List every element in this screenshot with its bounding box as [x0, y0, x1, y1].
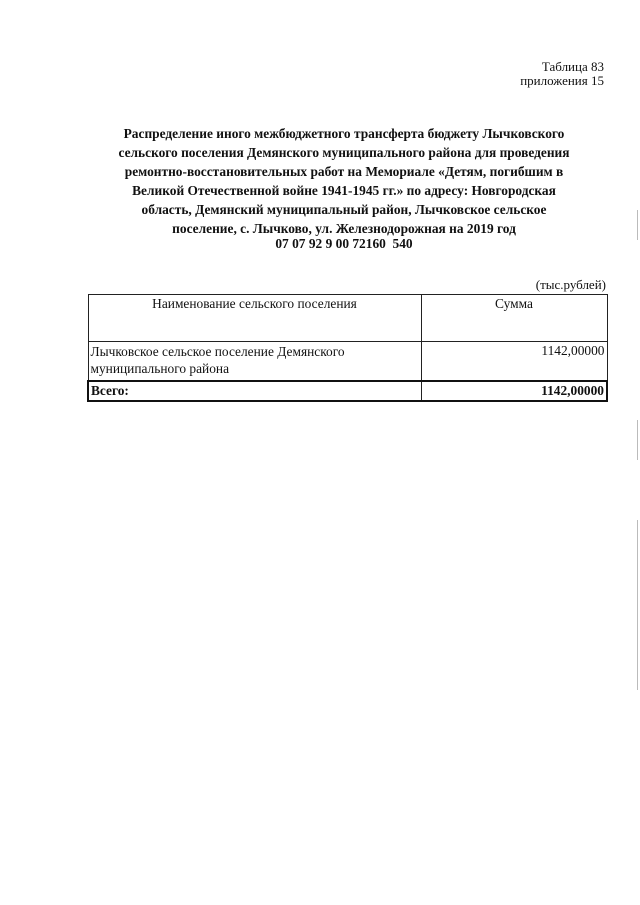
caption-table-number: Таблица 83 — [541, 59, 604, 74]
header-settlement-name: Наименование сельского поселения — [88, 295, 421, 342]
title-line: Распределение иного межбюджетного трансферта бюджету Лычковского — [123, 126, 565, 141]
scan-edge-mark — [637, 210, 638, 240]
units-label: (тыс.рублей) — [535, 277, 606, 292]
distribution-table — [87, 294, 608, 402]
title-line: поселение, с. Лычково, ул. Железнодорожная на 2019 год — [172, 221, 516, 236]
total-sum-cell: 1142,00000 — [421, 381, 607, 401]
table-row — [88, 342, 607, 382]
title-line: ремонтно-восстановительных работ на Мемориале «Детям, погибшим в — [124, 164, 564, 179]
title-line: Великой Отечественной войне 1941-1945 гг.» по адресу: Новгородская — [132, 183, 556, 198]
scan-edge-mark — [637, 420, 638, 460]
header-sum: Сумма — [421, 295, 607, 342]
table-total-row — [88, 381, 607, 401]
scan-edge-mark — [637, 520, 638, 690]
document-title — [60, 124, 628, 238]
sum-cell: 1142,00000 — [421, 342, 607, 382]
total-label-cell: Всего: — [88, 381, 421, 401]
budget-classification-code: 07 07 92 9 00 72160 540 — [275, 236, 413, 251]
title-line: область, Демянский муниципальный район, Лычковское сельское — [141, 202, 547, 217]
caption-appendix-number: приложения 15 — [520, 73, 604, 88]
table-caption — [520, 60, 604, 88]
settlement-name-cell: Лычковское сельское поселение Демянского муниципального района — [88, 342, 421, 382]
title-line: сельского поселения Демянского муниципального района для проведения — [118, 145, 570, 160]
table-header-row — [88, 295, 607, 342]
